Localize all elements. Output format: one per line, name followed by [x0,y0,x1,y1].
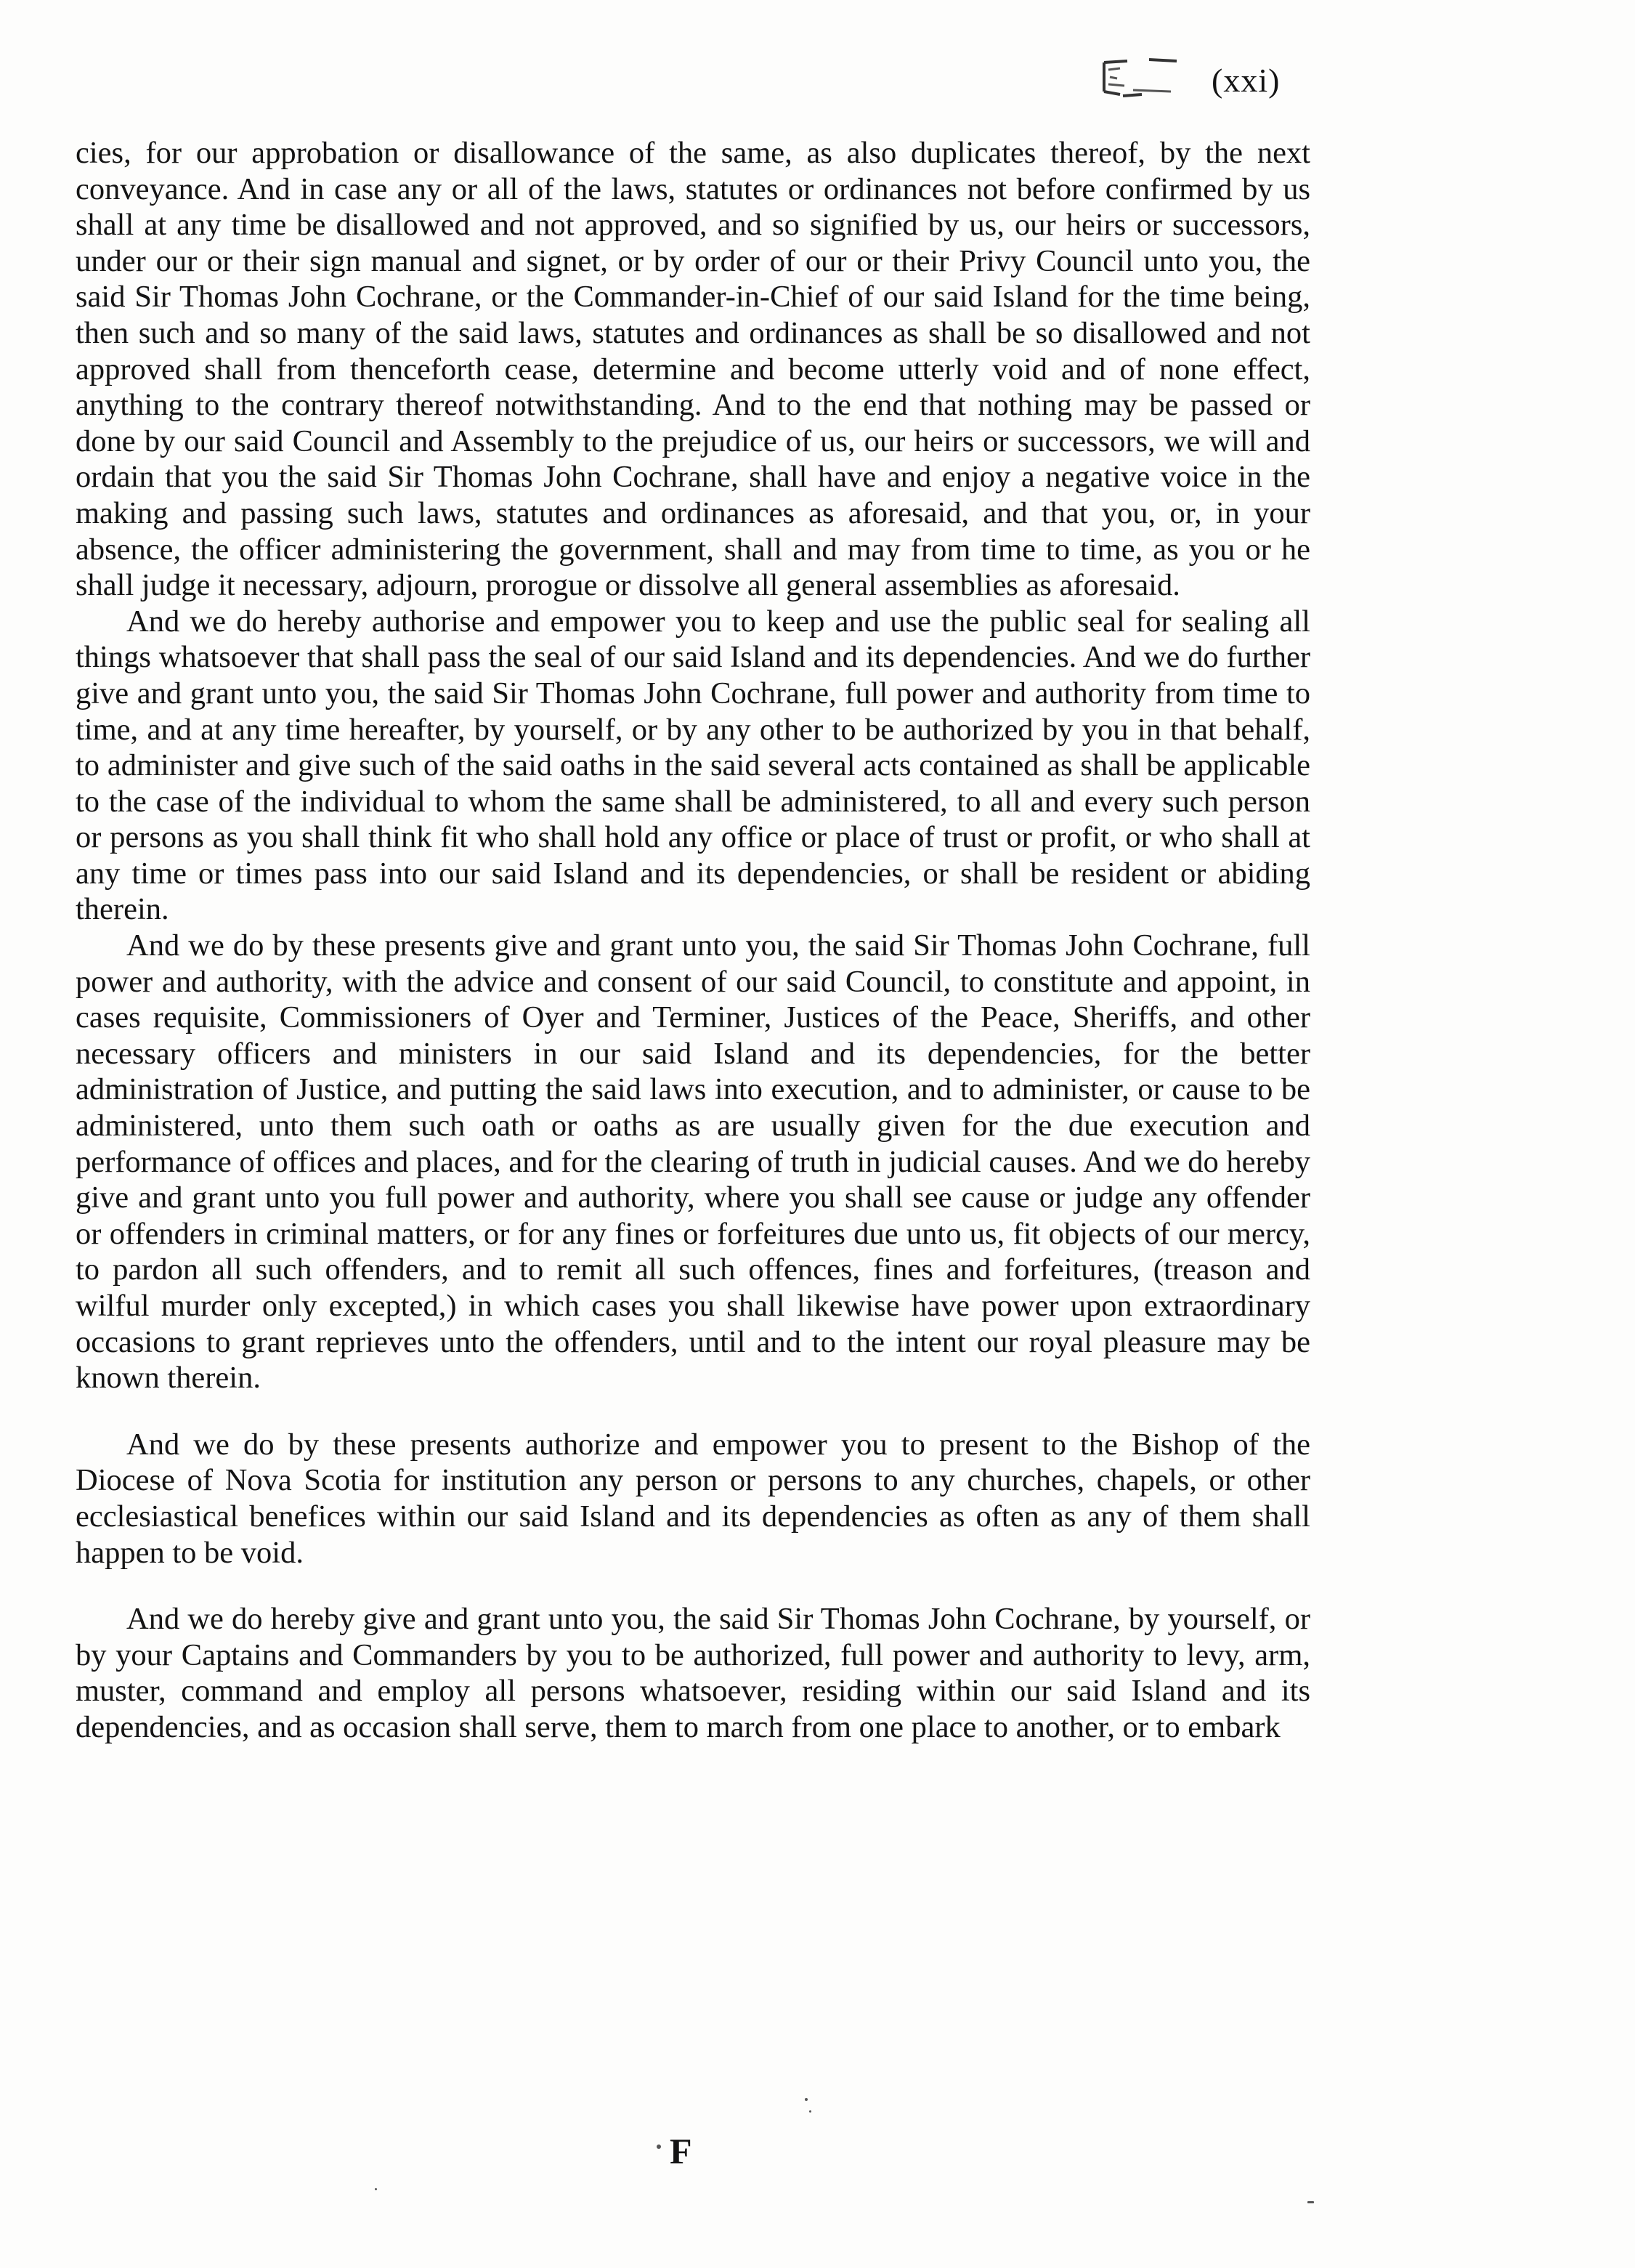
body-text [76,135,1310,1746]
print-speck [805,2098,808,2101]
paragraph-5: And we do hereby give and grant unto you, the said Sir Thomas John Cochrane, by yourself, or by your Captains and Commanders by you to be authorized, full power and authority to levy, arm, muster, command and employ all persons whatsoever, residing within our said Island and its dependencies, and as occasion shall serve, them to march from one place to another, or to embark [76,1602,1310,1744]
print-speck [657,2145,661,2149]
print-speck [1307,2201,1314,2203]
signature-mark: F [670,2131,692,2171]
paragraph-4: And we do by these presents authorize and empower you to present to the Bishop of the Diocese of Nova Scotia for institution any person or persons to any churches, chapels, or other ecclesiastical benefices within our said Island and its dependencies as often as any of them shall happen to be void. [76,1427,1310,1570]
print-speck [809,2110,811,2113]
library-stamp-icon [1098,55,1182,99]
paragraph-2: And we do hereby authorise and empower you to keep and use the public seal for sealing all things whatsoever that shall pass the seal of our said Island and its dependencies. And we do further give and grant unto you, the said Sir Thomas John Cochrane, full power and authority from time to time, and at any time hereafter, by yourself, or by any other to be authorized by you in that behalf, to administer and give such of the said oaths in the said several acts contained as shall be applicable to the case of the individual to whom the same shall be administered, to all and every such person or persons as you shall think fit who shall hold any office or place of trust or profit, or who shall at any time or times pass into our said Island and its dependencies, or shall be resident or abiding therein. [76,604,1310,927]
page-number: (xxi) [1212,62,1281,99]
paragraph-3: And we do by these presents give and grant unto you, the said Sir Thomas John Cochrane, full power and authority, with the advice and consent of our said Council, to constitute and appoint, in cases requisite, Commissioners of Oyer and Terminer, Justices of the Peace, Sheriffs, and other necessary officers and ministers in our said Island and its dependencies, for the better administration of Justice, and putting the said laws into execution, and to administer, or cause to be administered, unto them such oath or oaths as are usually given for the due execution and performance of offices and places, and for the clearing of truth in judicial causes. And we do hereby give and grant unto you full power and authority, where you shall see cause or judge any offender or offenders in criminal matters, or for any fines or forfeitures due unto us, fit objects of our mercy, to pardon all such offenders, and to remit all such offences, fines and forfeitures, (treason and wilful murder only excepted,) in which cases you shall likewise have power upon extraordinary occasions to grant reprieves unto the offenders, until and to the intent our royal pleasure may be known therein. [76,928,1310,1396]
paragraph-1: cies, for our approbation or disallowance of the same, as also duplicates thereof, by the next conveyance. And in case any or all of the laws, statutes or ordinances not before confirmed by us shall at any time be disallowed and not approved, and so signified by us, our heirs or successors, under our or their sign manual and signet, or by order of our or their Privy Council unto you, the said Sir Thomas John Cochrane, or the Commander-in-Chief of our said Island for the time being, then such and so many of the said laws, statutes and ordinances as shall be so disallowed and not approved shall from thenceforth cease, determine and become utterly void and of none effect, anything to the contrary thereof notwithstanding. And to the end that nothing may be passed or done by our said Council and Assembly to the prejudice of us, our heirs or successors, we will and ordain that you the said Sir Thomas John Cochrane, shall have and enjoy a negative voice in the making and passing such laws, statutes and ordinances as aforesaid, and that you, or, in your absence, the officer administering the government, shall and may from time to time, as you or he shall judge it necessary, adjourn, prorogue or dissolve all general assemblies as aforesaid. [76,136,1310,603]
print-speck [375,2188,377,2190]
